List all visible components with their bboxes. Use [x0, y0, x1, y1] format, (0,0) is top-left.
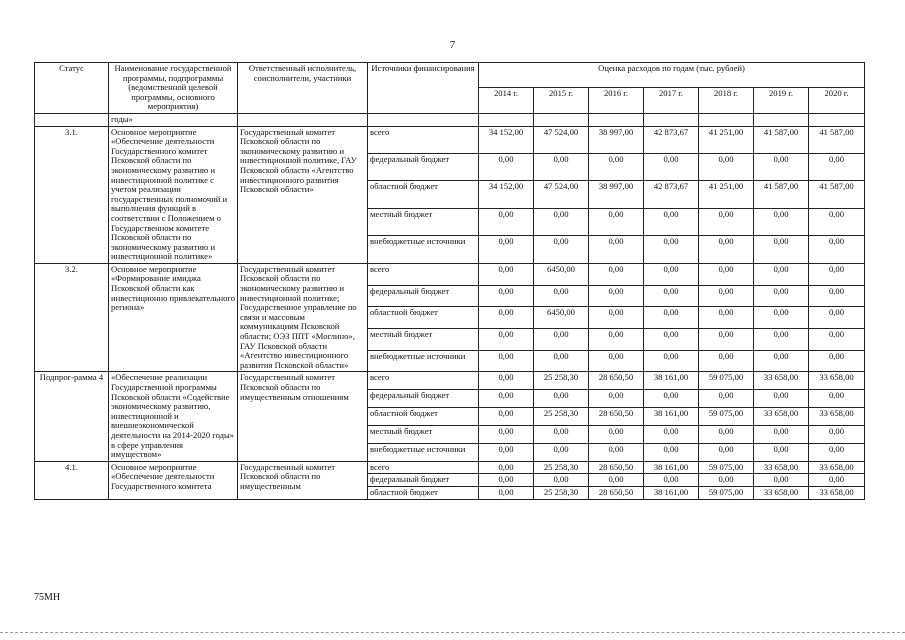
value-cell: 0,00 — [644, 443, 699, 461]
value-cell: 0,00 — [479, 408, 534, 426]
value-cell: 0,00 — [589, 208, 644, 235]
footer-code: 75МН — [34, 592, 61, 603]
value-cell: 25 258,30 — [534, 408, 589, 426]
header-sources: Источники финансирования — [368, 63, 479, 114]
value-cell: 59 075,00 — [699, 461, 754, 474]
source-cell: областной бюджет — [368, 181, 479, 208]
value-cell: 0,00 — [644, 307, 699, 329]
value-cell: 0,00 — [534, 425, 589, 443]
value-cell: 0,00 — [589, 154, 644, 181]
value-cell: 0,00 — [479, 263, 534, 285]
value-cell: 6450,00 — [534, 263, 589, 285]
value-cell: 0,00 — [809, 208, 865, 235]
source-cell: областной бюджет — [368, 307, 479, 329]
value-cell: 0,00 — [699, 350, 754, 372]
value-cell: 33 658,00 — [754, 372, 809, 390]
value-cell: 0,00 — [589, 443, 644, 461]
source-cell: федеральный бюджет — [368, 390, 479, 408]
header-name: Наименование государственной программы, подпрограммы (ведомственной целевой программы, основного мероприятия) — [109, 63, 238, 114]
page-number: 7 — [449, 39, 456, 51]
value-cell: 0,00 — [754, 425, 809, 443]
value-cell: 0,00 — [754, 350, 809, 372]
value-cell: 0,00 — [809, 236, 865, 264]
table-row — [35, 461, 865, 474]
header-year: 2014 г. — [479, 88, 534, 113]
value-cell: 0,00 — [479, 461, 534, 474]
table-body — [35, 113, 865, 499]
source-cell: федеральный бюджет — [368, 474, 479, 487]
header-year: 2017 г. — [644, 88, 699, 113]
value-cell: 0,00 — [809, 350, 865, 372]
name-cell: Основное мероприятие «Формирование имиджа Псковской области как инвестиционно привлекательного региона» — [109, 263, 238, 372]
value-cell: 0,00 — [589, 328, 644, 350]
header-year: 2018 г. — [699, 88, 754, 113]
value-cell: 41 587,00 — [809, 126, 865, 153]
value-cell: 0,00 — [534, 154, 589, 181]
value-cell: 38 161,00 — [644, 486, 699, 499]
value-cell: 0,00 — [699, 208, 754, 235]
value-cell: 0,00 — [589, 307, 644, 329]
value-cell: 0,00 — [479, 154, 534, 181]
value-cell: 0,00 — [644, 285, 699, 307]
source-cell: федеральный бюджет — [368, 154, 479, 181]
value-cell: 0,00 — [754, 263, 809, 285]
value-cell: 0,00 — [479, 474, 534, 487]
value-cell: 0,00 — [809, 425, 865, 443]
value-cell: 33 658,00 — [754, 486, 809, 499]
value-cell: 0,00 — [479, 350, 534, 372]
value-cell: 0,00 — [479, 443, 534, 461]
value-cell: 33 658,00 — [809, 461, 865, 474]
value-cell: 0,00 — [644, 208, 699, 235]
value-cell: 38 997,00 — [589, 126, 644, 153]
value-cell: 0,00 — [644, 350, 699, 372]
value-cell: 0,00 — [534, 390, 589, 408]
expenditure-table-container — [34, 62, 864, 500]
value-cell: 0,00 — [644, 390, 699, 408]
value-cell: 38 997,00 — [589, 181, 644, 208]
header-year: 2019 г. — [754, 88, 809, 113]
value-cell: 0,00 — [534, 328, 589, 350]
value-cell: 0,00 — [589, 285, 644, 307]
value-cell: 0,00 — [479, 307, 534, 329]
source-cell: внебюджетные источники — [368, 350, 479, 372]
value-cell: 0,00 — [644, 425, 699, 443]
value-cell: 38 161,00 — [644, 461, 699, 474]
value-cell: 0,00 — [589, 390, 644, 408]
value-cell: 0,00 — [644, 236, 699, 264]
name-cell: Основное мероприятие «Обеспечение деятельности Государственного комитета — [109, 461, 238, 499]
value-cell: 47 524,00 — [534, 181, 589, 208]
source-cell: местный бюджет — [368, 208, 479, 235]
header-year: 2016 г. — [589, 88, 644, 113]
value-cell: 41 587,00 — [809, 181, 865, 208]
value-cell: 0,00 — [809, 474, 865, 487]
status-cell: 3.2. — [35, 263, 109, 372]
expenditure-table — [34, 62, 865, 500]
value-cell: 38 161,00 — [644, 372, 699, 390]
value-cell: 59 075,00 — [699, 372, 754, 390]
responsible-cell: Государственный комитет Псковской области по экономическому развитию и инвестиционной политике; Государственное управление по связи и массовым коммуникациям Псковской области; ОЭЗ ППТ «Моглино», ГАУ Псковской области «Агентство инвестиционного развития Псковской области» — [238, 263, 368, 372]
value-cell: 0,00 — [534, 350, 589, 372]
source-cell: областной бюджет — [368, 486, 479, 499]
value-cell: 0,00 — [699, 307, 754, 329]
value-cell: 0,00 — [754, 236, 809, 264]
source-cell: внебюджетные источники — [368, 443, 479, 461]
value-cell: 28 650,50 — [589, 486, 644, 499]
value-cell: 0,00 — [809, 390, 865, 408]
value-cell: 41 587,00 — [754, 181, 809, 208]
value-cell: 41 251,00 — [699, 181, 754, 208]
source-cell: всего — [368, 263, 479, 285]
value-cell: 38 161,00 — [644, 408, 699, 426]
value-cell: 6450,00 — [534, 307, 589, 329]
value-cell: 0,00 — [479, 390, 534, 408]
name-cell: Основное мероприятие «Обеспечение деятельности Государственного комитет Псковской области по экономическому развитию и инвестиционной политике с учетом реализации государственных полномочий и выполнения функций в соответствии с Положением о Государственном комитете Псковской области по экономическому развитию и инвестиционной политике» — [109, 126, 238, 263]
value-cell: 0,00 — [479, 328, 534, 350]
status-cell: 3.1. — [35, 126, 109, 263]
source-cell: федеральный бюджет — [368, 285, 479, 307]
value-cell: 0,00 — [754, 285, 809, 307]
value-cell: 0,00 — [699, 474, 754, 487]
table-row — [35, 263, 865, 285]
value-cell: 0,00 — [479, 372, 534, 390]
value-cell: 33 658,00 — [809, 486, 865, 499]
table-row — [35, 126, 865, 153]
value-cell: 0,00 — [479, 236, 534, 264]
value-cell: 33 658,00 — [754, 408, 809, 426]
value-cell: 0,00 — [479, 425, 534, 443]
table-header-row — [35, 63, 865, 88]
value-cell: 59 075,00 — [699, 408, 754, 426]
value-cell: 0,00 — [644, 474, 699, 487]
value-cell: 0,00 — [534, 285, 589, 307]
value-cell: 0,00 — [809, 263, 865, 285]
value-cell: 25 258,30 — [534, 461, 589, 474]
value-cell: 0,00 — [699, 328, 754, 350]
value-cell: 0,00 — [644, 154, 699, 181]
value-cell: 33 658,00 — [809, 372, 865, 390]
header-year: 2020 г. — [809, 88, 865, 113]
value-cell: 0,00 — [699, 425, 754, 443]
value-cell: 0,00 — [754, 328, 809, 350]
source-cell: всего — [368, 372, 479, 390]
value-cell: 34 152,00 — [479, 126, 534, 153]
value-cell: 0,00 — [754, 307, 809, 329]
value-cell: 0,00 — [809, 443, 865, 461]
value-cell: 42 873,67 — [644, 181, 699, 208]
value-cell: 0,00 — [534, 474, 589, 487]
responsible-cell: Государственный комитет Псковской области по имущественным отношениям — [238, 372, 368, 461]
value-cell: 0,00 — [644, 328, 699, 350]
value-cell: 0,00 — [809, 285, 865, 307]
value-cell: 0,00 — [534, 208, 589, 235]
value-cell: 25 258,30 — [534, 486, 589, 499]
header-estimate: Оценка расходов по годам (тыс. рублей) — [479, 63, 865, 88]
value-cell: 0,00 — [479, 285, 534, 307]
source-cell: всего — [368, 461, 479, 474]
value-cell: 0,00 — [754, 443, 809, 461]
value-cell: 0,00 — [589, 263, 644, 285]
value-cell: 0,00 — [699, 236, 754, 264]
source-cell: местный бюджет — [368, 328, 479, 350]
value-cell: 0,00 — [699, 263, 754, 285]
value-cell: 41 587,00 — [754, 126, 809, 153]
value-cell: 33 658,00 — [754, 461, 809, 474]
value-cell: 0,00 — [589, 474, 644, 487]
value-cell: 0,00 — [589, 236, 644, 264]
carry-over-row — [35, 113, 865, 126]
header-responsible: Ответственный исполнитель, соисполнители, участники — [238, 63, 368, 114]
source-cell: всего — [368, 126, 479, 153]
value-cell: 0,00 — [699, 443, 754, 461]
value-cell: 28 650,50 — [589, 461, 644, 474]
value-cell: 34 152,00 — [479, 181, 534, 208]
carry-over-text: годы» — [109, 113, 238, 126]
value-cell: 42 873,67 — [644, 126, 699, 153]
value-cell: 0,00 — [754, 390, 809, 408]
header-status: Статус — [35, 63, 109, 114]
value-cell: 0,00 — [699, 390, 754, 408]
value-cell: 0,00 — [809, 328, 865, 350]
status-cell: 4.1. — [35, 461, 109, 499]
value-cell: 0,00 — [809, 154, 865, 181]
value-cell: 0,00 — [809, 307, 865, 329]
source-cell: областной бюджет — [368, 408, 479, 426]
name-cell: «Обеспечение реализации Государственной программы Псковской области «Содействие экономическому развитию, инвестиционной и внешнеэкономической деятельности на 2014-2020 годы» в сфере управления имуществом» — [109, 372, 238, 461]
value-cell: 41 251,00 — [699, 126, 754, 153]
header-year: 2015 г. — [534, 88, 589, 113]
value-cell: 0,00 — [754, 474, 809, 487]
value-cell: 0,00 — [589, 350, 644, 372]
value-cell: 0,00 — [644, 263, 699, 285]
value-cell: 33 658,00 — [809, 408, 865, 426]
source-cell: внебюджетные источники — [368, 236, 479, 264]
value-cell: 28 650,50 — [589, 408, 644, 426]
table-row — [35, 372, 865, 390]
value-cell: 47 524,00 — [534, 126, 589, 153]
responsible-cell: Государственный комитет Псковской области по имущественным — [238, 461, 368, 499]
value-cell: 0,00 — [754, 208, 809, 235]
value-cell: 0,00 — [699, 154, 754, 181]
status-cell: Подпрог-рамма 4 — [35, 372, 109, 461]
responsible-cell: Государственный комитет Псковской области по экономическому развитию и инвестиционной политике, ГАУ Псковской области «Агентство инвестиционного развития Псковской области» — [238, 126, 368, 263]
source-cell: местный бюджет — [368, 425, 479, 443]
value-cell: 0,00 — [699, 285, 754, 307]
value-cell: 59 075,00 — [699, 486, 754, 499]
value-cell: 25 258,30 — [534, 372, 589, 390]
value-cell: 28 650,50 — [589, 372, 644, 390]
value-cell: 0,00 — [479, 208, 534, 235]
value-cell: 0,00 — [534, 236, 589, 264]
value-cell: 0,00 — [589, 425, 644, 443]
scan-edge-line — [0, 632, 905, 633]
value-cell: 0,00 — [479, 486, 534, 499]
value-cell: 0,00 — [534, 443, 589, 461]
value-cell: 0,00 — [754, 154, 809, 181]
